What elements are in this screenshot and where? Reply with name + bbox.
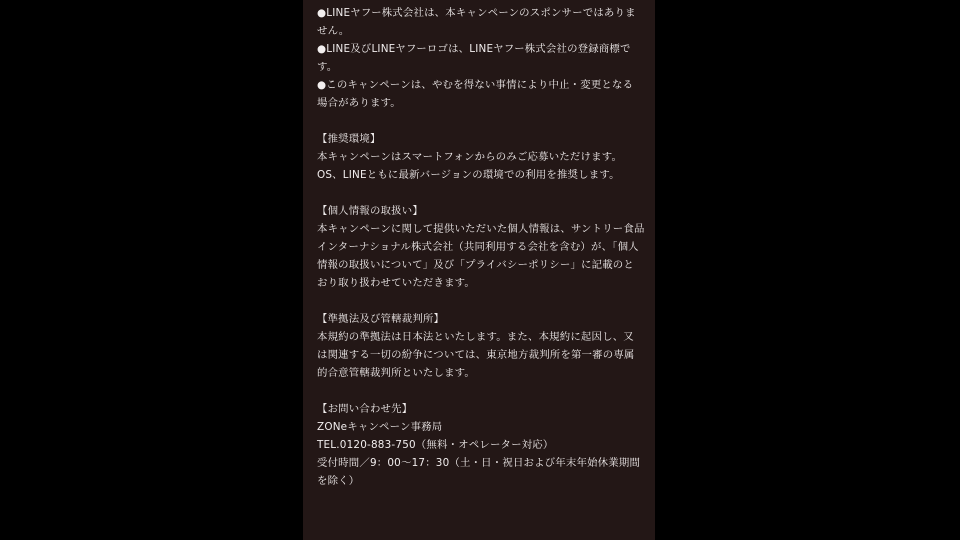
law-line: 本規約の準拠法は日本法といたします。また、本規約に起因し、又 bbox=[317, 331, 634, 343]
notes-line: す。 bbox=[317, 61, 338, 73]
notes-line: ●LINEヤフー株式会社は、本キャンペーンのスポンサーではありま bbox=[317, 7, 636, 19]
notes-line: ●このキャンペーンは、やむを得ない事情により中止・変更となる bbox=[317, 79, 634, 91]
environment-line: OS、LINEともに最新バージョンの環境での利用を推奨します。 bbox=[317, 169, 620, 181]
environment-line: 本キャンペーンはスマートフォンからのみご応募いただけます。 bbox=[317, 151, 623, 163]
contact-phone[interactable]: TEL.0120-883-750（無料・オペレーター対応） bbox=[317, 439, 554, 451]
spacer bbox=[317, 112, 643, 130]
campaign-terms-panel[interactable] bbox=[303, 0, 655, 540]
privacy-line: インターナショナル株式会社（共同利用する会社を含む）が、「個人 bbox=[317, 241, 639, 253]
law-line: 的合意管轄裁判所といたします。 bbox=[317, 367, 476, 379]
privacy-line: 情報の取扱いについて」及び「プライバシーポリシー」に記載のと bbox=[317, 259, 634, 271]
notes-line: せん。 bbox=[317, 25, 350, 37]
terms-text bbox=[317, 0, 643, 490]
contact-line: を除く） bbox=[317, 475, 360, 487]
privacy-line: おり取り扱わせていただきます。 bbox=[317, 277, 476, 289]
notes-line: ●LINE及びLINEヤフーロゴは、LINEヤフー株式会社の登録商標で bbox=[317, 43, 631, 55]
privacy-heading: 【個人情報の取扱い】 bbox=[317, 205, 423, 217]
notes-line: 場合があります。 bbox=[317, 97, 401, 109]
contact-line: ZONeキャンペーン事務局 bbox=[317, 421, 443, 433]
environment-heading: 【推奨環境】 bbox=[317, 133, 381, 145]
law-heading: 【準拠法及び管轄裁判所】 bbox=[317, 313, 445, 325]
contact-line: 受付時間／9：00〜17：30（土・日・祝日および年末年始休業期間 bbox=[317, 457, 641, 469]
spacer bbox=[317, 382, 643, 400]
spacer bbox=[317, 184, 643, 202]
privacy-line: 本キャンペーンに関して提供いただいた個人情報は、サントリー食品 bbox=[317, 223, 645, 235]
contact-heading: 【お問い合わせ先】 bbox=[317, 403, 413, 415]
law-line: は関連する一切の紛争については、東京地方裁判所を第一審の専属 bbox=[317, 349, 635, 361]
spacer bbox=[317, 292, 643, 310]
